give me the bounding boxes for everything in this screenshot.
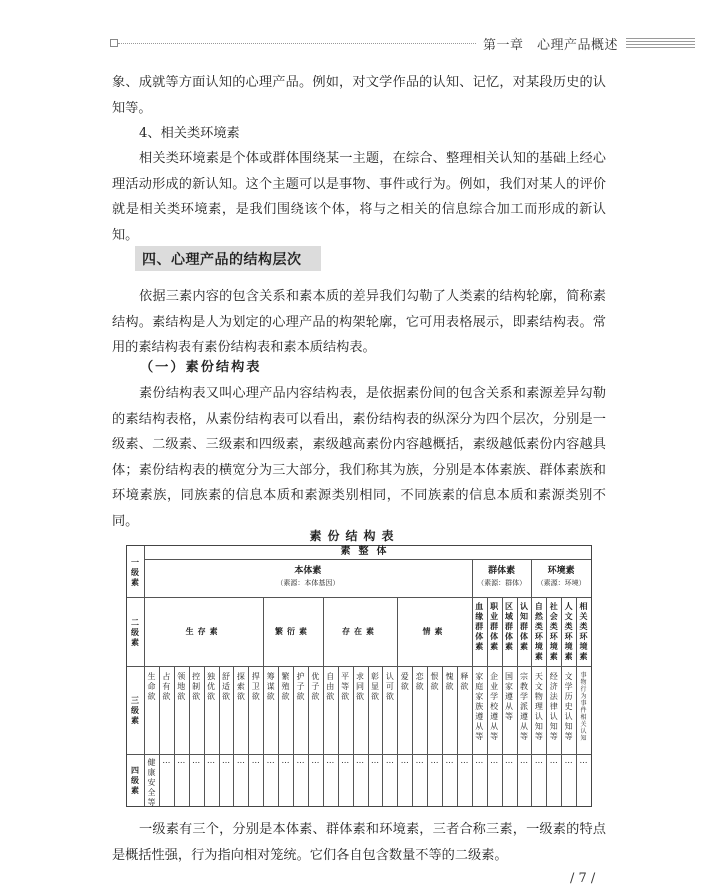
level4-ellipsis: … (177, 756, 186, 765)
table-rule-l3 (219, 666, 220, 806)
level3-label: 宗教学派遵从等 (519, 672, 528, 741)
level3-label: 家庭家族遵从等 (475, 672, 484, 741)
level4-ellipsis: … (311, 756, 320, 765)
level4-ellipsis: … (341, 756, 350, 765)
subheading-related-env: 4、相关类环境素 (139, 126, 240, 141)
level4-ellipsis: … (266, 756, 275, 765)
level4-ellipsis: … (221, 756, 230, 765)
structure-table (126, 545, 592, 807)
level1-benti-source: （素源：本体基因） (276, 579, 340, 587)
level2-group-label: 区域群体素 (505, 601, 514, 651)
level3-label: 独优欲 (207, 672, 216, 701)
level3-label: 求同欲 (356, 672, 365, 701)
level4-ellipsis: … (236, 756, 245, 765)
level2-benti-label: 繁衍素 (274, 626, 311, 636)
table-rule-l3 (233, 666, 234, 806)
table-title: 素份结构表 (309, 529, 400, 543)
page-number: / 7 / (570, 871, 596, 886)
level3-label: 爱欲 (400, 672, 409, 691)
level4-ellipsis: … (430, 756, 439, 765)
running-header (110, 34, 695, 52)
level4-ellipsis: … (326, 756, 335, 765)
level4-ellipsis: … (281, 756, 290, 765)
level2-group-label: 人文类环境素 (564, 601, 573, 661)
row-label: 三级素 (131, 695, 139, 725)
level4-ellipsis: … (162, 756, 171, 765)
level1-qunti: 群体素 (488, 566, 516, 576)
table-rule-l3 (382, 666, 383, 806)
table-rule-l3 (427, 666, 428, 806)
header-stripe-ornament (626, 38, 695, 48)
table-rule-l3 (248, 666, 249, 806)
level2-group-label: 职业群体素 (490, 601, 499, 651)
level3-label: 占有欲 (162, 672, 171, 701)
level4-ellipsis: … (207, 756, 216, 765)
level1-huanjing-source: （素源：环境） (536, 579, 586, 587)
level2-group-label: 社会类环境素 (549, 601, 558, 661)
table-rule-l2 (487, 597, 488, 806)
table-rule-l2 (546, 597, 547, 806)
level4-ellipsis: … (415, 756, 424, 765)
level3-label: 领地欲 (177, 672, 186, 701)
level3-label: 彰显欲 (370, 672, 379, 701)
table-rule-l2 (561, 597, 562, 806)
table-rule-l3 (457, 666, 458, 806)
level3-label: 事物行为事件相关认知 (580, 672, 587, 742)
table-rule-l3 (174, 666, 175, 806)
level3-label: 愧欲 (445, 672, 454, 691)
paragraph-table-intro: 素份结构表又叫心理产品内容结构表，是依据素份间的包含关系和素源差异勾勒的素结构表格，从素份结构表可以看出，素份结构表的纵深分为四个层次，分别是一级素、二级素、三级素和四级素，素级越高素份内容越概括，素级越低素份内容越具体；素份结构表的横宽分为三大部分，我们称其为族，分别是本体素族、群体素族和环境素族，同族素的信息本质和素源类别相同，不同族素的信息本质和素源类别不同。 (112, 386, 606, 529)
level3-label: 捍卫欲 (251, 672, 260, 701)
level3-label: 筹谋欲 (266, 672, 275, 701)
level3-label: 恨欲 (430, 672, 439, 691)
level1-huanjing: 环境素 (547, 566, 575, 576)
paragraph-level1: 一级素有三个，分别是本体素、群体素和环境素，三者合称三素，一级素的特点是概括性强，行为指向相对笼统。它们各自包含数量不等的二级素。 (112, 822, 606, 863)
paragraph-continued: 象、成就等方面认知的心理产品。例如，对文学作品的认知、记忆，对某段历史的认知等。 (112, 75, 606, 116)
paragraph-related-env: 相关类环境素是个体或群体围绕某一主题，在综合、整理相关认知的基础上经心理活动形成的新认知。这个主题可以是事物、事件或行为。例如，我们对某人的评价就是相关类环境素，是我们围绕该个体，将与之相关的信息综合加工而形成的新认知。 (112, 151, 606, 243)
table-rule-l3 (189, 666, 190, 806)
table-whole-label: 素整体 (340, 546, 395, 557)
level4-ellipsis: … (579, 756, 588, 765)
level3-label: 文学历史认知等 (564, 672, 573, 741)
section-heading: 四、心理产品的结构层次 (142, 252, 302, 268)
subsection-heading: （一）素份结构表 (140, 360, 262, 375)
table-rule-l3 (278, 666, 279, 806)
table-rule-row2 (127, 666, 591, 667)
level2-group-label: 自然类环境素 (534, 601, 543, 661)
table-rule-l3 (412, 666, 413, 806)
level3-label: 探索欲 (236, 672, 245, 701)
level4-ellipsis: … (534, 756, 543, 765)
table-rule-l2 (502, 597, 503, 806)
table-rule-l3 (368, 666, 369, 806)
table-rule-l3 (159, 666, 160, 806)
table-rule-l2 (576, 597, 577, 806)
header-dotted-rule (118, 43, 476, 44)
level4-ellipsis: … (296, 756, 305, 765)
level3-label: 优子欲 (311, 672, 320, 701)
table-rule-l3 (353, 666, 354, 806)
level2-benti-label: 存在素 (342, 626, 379, 636)
table-rule-group (531, 559, 532, 806)
header-square-ornament (110, 39, 118, 47)
level2-benti-label: 生存素 (185, 626, 222, 636)
row-label: 四级素 (131, 765, 139, 795)
table-rule-l3 (204, 666, 205, 806)
paragraph-structure: 依据三素内容的包含关系和素本质的差异我们勾勒了人类素的结构轮廓，简称素结构。素结构是人为划定的心理产品的构架轮廓，它可用表格展示，即素结构表。常用的素结构表有素份结构表和素本质结构表。 (112, 289, 606, 356)
level4-ellipsis: … (460, 756, 469, 765)
level3-label: 平等欲 (341, 672, 350, 701)
level3-label: 繁殖欲 (281, 672, 290, 701)
level3-label: 认可欲 (385, 672, 394, 701)
level3-label: 舒适欲 (221, 672, 230, 701)
level3-label: 国家遵从等 (505, 672, 514, 721)
level4-label: 健康安全等 (147, 758, 156, 807)
table-rule-l3 (338, 666, 339, 806)
level4-ellipsis: … (356, 756, 365, 765)
row-label: 二级素 (131, 616, 139, 647)
level4-ellipsis: … (549, 756, 558, 765)
level2-group-label: 认知群体素 (519, 601, 528, 651)
row-label: 一级素 (131, 556, 139, 587)
level4-ellipsis: … (400, 756, 409, 765)
level3-label: 控制欲 (192, 672, 201, 701)
level4-ellipsis: … (475, 756, 484, 765)
level1-benti: 本体素 (294, 566, 322, 576)
level4-ellipsis: … (192, 756, 201, 765)
level3-label: 自由欲 (326, 672, 335, 701)
level4-ellipsis: … (564, 756, 573, 765)
level4-ellipsis: … (370, 756, 379, 765)
chapter-title: 第一章 心理产品概述 (483, 38, 619, 53)
table-rule-l3 (442, 666, 443, 806)
level3-label: 护子欲 (296, 672, 305, 701)
table-rule-row3 (127, 754, 591, 755)
level4-ellipsis: … (251, 756, 260, 765)
level3-label: 企业学校遵从等 (490, 672, 499, 741)
table-rule-row1 (127, 597, 591, 598)
table-rule-l3 (293, 666, 294, 806)
level3-label: 生命欲 (147, 672, 156, 701)
level3-label: 恋欲 (415, 672, 424, 691)
level4-ellipsis: … (385, 756, 394, 765)
level2-group-label: 相关类环境素 (579, 601, 588, 661)
level4-ellipsis: … (445, 756, 454, 765)
table-rule-whole (144, 559, 591, 560)
level4-ellipsis: … (519, 756, 528, 765)
level3-label: 释欲 (460, 672, 469, 691)
table-rule-group (472, 559, 473, 806)
level2-group-label: 血缘群体素 (475, 601, 484, 651)
level1-qunti-source: （素源：群体） (477, 579, 527, 587)
level3-label: 经济法律认知等 (549, 672, 558, 741)
level2-benti-label: 情素 (422, 626, 447, 636)
level3-label: 天文物理认知等 (534, 672, 543, 741)
level4-ellipsis: … (490, 756, 499, 765)
table-rule-l2 (517, 597, 518, 806)
section-heading-box (135, 246, 321, 271)
level4-ellipsis: … (505, 756, 514, 765)
table-rule-l3 (308, 666, 309, 806)
